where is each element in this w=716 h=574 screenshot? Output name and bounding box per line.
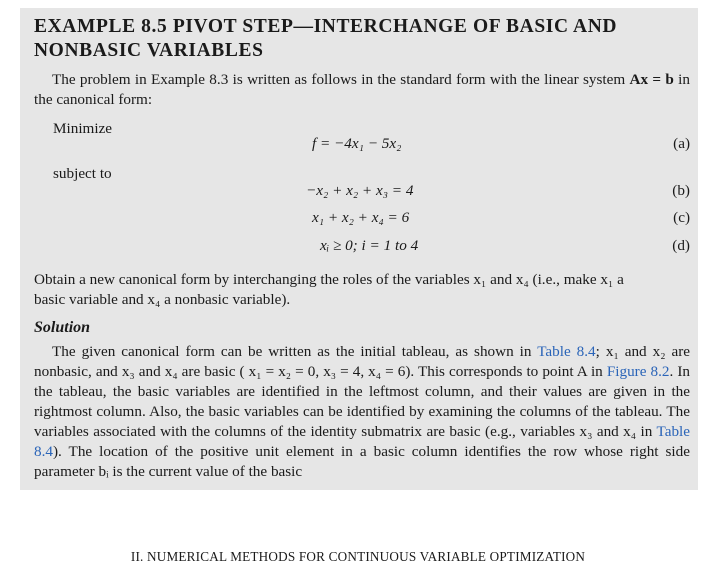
- intro-paragraph: [34, 70, 690, 110]
- solution-text-3: . In the tableau, the basic variables are identified in the leftmost column, and their values are given in the rightmost column. Also, the basic variables can be identified by examining the columns of the tableau. The variables associated with the columns of the identity submatrix are basic (e.g., variables x₃ and x₄ in: [34, 363, 691, 440]
- task-line-2: basic variable and x₄ a nonbasic variable).: [34, 291, 291, 308]
- task-line-1: Obtain a new canonical form by interchanging the roles of the variables x₁ and x₄ (i.e., make x₁ a: [34, 271, 624, 288]
- table-8-4-link[interactable]: Table 8.4: [537, 343, 596, 360]
- equation-c: x₁ + x₂ + x₄ = 6: [312, 209, 410, 226]
- example-title: [34, 15, 674, 63]
- title-line-2: NONBASIC VARIABLES: [34, 40, 264, 61]
- intro-system: Ax = b: [629, 71, 674, 88]
- figure-8-2-link[interactable]: Figure 8.2: [606, 363, 670, 380]
- solution-text-2: ; x₁ and x₂ are nonbasic, and x₃ and x₄ are basic ( x₁ = x₂ = 0, x₃ = 4, x₄ = 6). This corresponds to point A in: [34, 343, 690, 380]
- intro-text-c: in the canonical form:: [34, 71, 690, 108]
- table-8-4-link-2[interactable]: Table 8.4: [34, 423, 690, 460]
- solution-text-4: ). The location of the positive unit element in a basic column identifies the row whose right side parameter bᵢ is the current value of the basic: [34, 443, 690, 480]
- solution-text-1: The given canonical form can be written as the initial tableau, as shown in: [52, 343, 532, 360]
- equation-tag-a: (a): [673, 135, 690, 152]
- minimize-label: Minimize: [53, 120, 113, 137]
- solution-paragraph: [34, 342, 690, 482]
- title-line-1: EXAMPLE 8.5 PIVOT STEP—INTERCHANGE OF BASIC AND: [34, 16, 618, 37]
- equation-tag-b: (b): [672, 182, 690, 199]
- subject-to-label: subject to: [53, 165, 112, 182]
- equation-tag-c: (c): [673, 209, 690, 226]
- equation-tag-d: (d): [672, 237, 690, 254]
- task-paragraph: [34, 270, 690, 310]
- solution-heading: Solution: [34, 319, 91, 336]
- intro-text-a: The problem in Example 8.3 is written as follows in the standard form with the linear system: [52, 71, 626, 88]
- equation-d: xᵢ ≥ 0; i = 1 to 4: [320, 237, 419, 254]
- equation-b: −x₂ + x₂ + x₃ = 4: [306, 182, 414, 199]
- page-footer: II. NUMERICAL METHODS FOR CONTINUOUS VARIABLE OPTIMIZATION: [130, 549, 586, 564]
- equation-a: f = −4x₁ − 5x₂: [312, 135, 402, 152]
- example-box: [20, 8, 698, 490]
